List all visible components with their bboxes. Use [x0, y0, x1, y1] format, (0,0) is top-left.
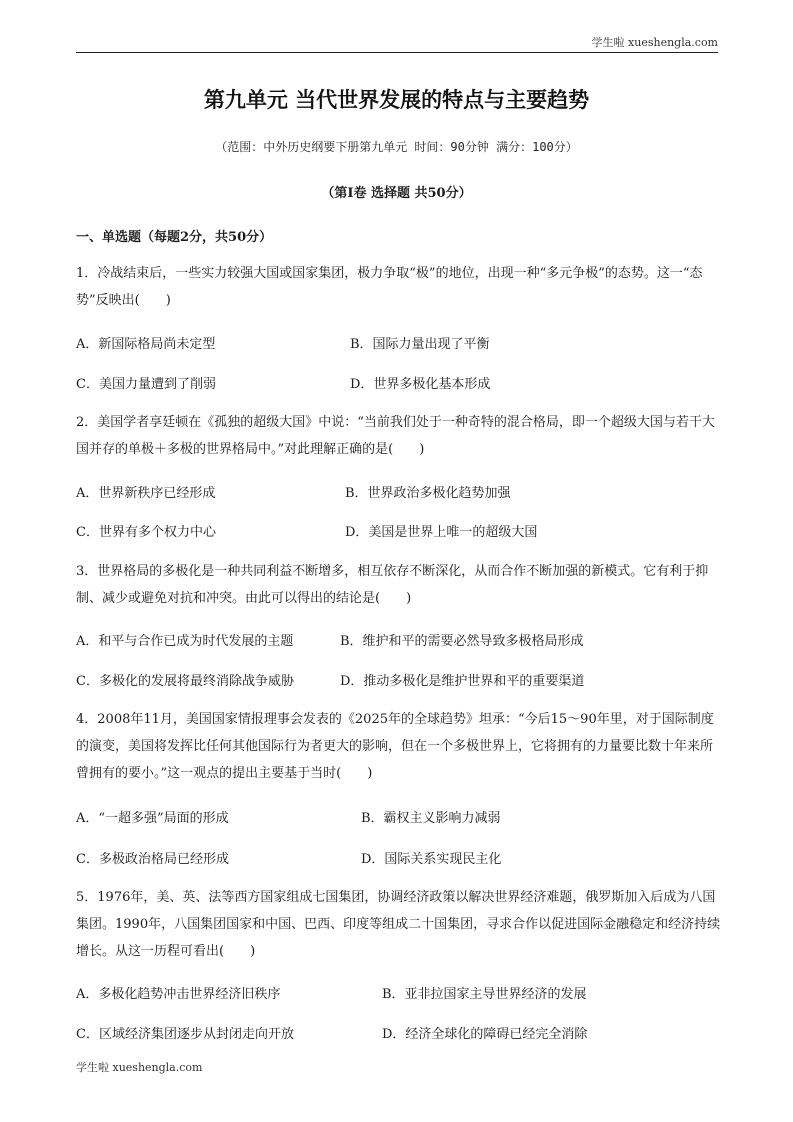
question-5-option-d: D．经济全球化的障碍已经完全消除 — [382, 1027, 588, 1042]
page-header — [76, 30, 718, 53]
question-4-option-d: D．国际关系实现民主化 — [361, 852, 502, 867]
question-3-option-d: D．推动多极化是维护世界和平的重要渠道 — [340, 674, 585, 689]
section-heading: 一、单选题（每题2分，共50分） — [76, 230, 273, 245]
question-1-option-b: B．国际力量出现了平衡 — [350, 337, 490, 352]
question-3-option-c: C．多极化的发展将最终消除战争威胁 — [76, 674, 294, 689]
volume-heading: （第Ⅰ卷 选择题 共50分） — [321, 186, 472, 201]
exam-scope-subtitle: （范围：中外历史纲要下册第九单元 时间：90分钟 满分：100分） — [215, 140, 578, 154]
question-2-text: 2．美国学者享廷顿在《孤独的超级大国》中说：“当前我们处于一种奇特的混合格局，即一个超级大国与若干大国并存的单极＋多极的世界格局中。”对此理解正确的是( ) — [76, 415, 715, 457]
question-5-option-b: B．亚非拉国家主导世界经济的发展 — [382, 987, 587, 1002]
question-4-option-a: A．“一超多强”局面的形成 — [76, 811, 229, 826]
question-2-option-a: A．世界新秩序已经形成 — [76, 486, 216, 501]
question-4-option-c: C．多极政治格局已经形成 — [76, 852, 229, 867]
question-5-text: 5．1976年，美、英、法等西方国家组成七国集团，协调经济政策以解决世界经济难题，俄罗斯加入后成为八国集团。1990年，八国集团国家和中国、巴西、印度等组成二十国集团，寻求合作以促进国际金融稳定和经济持续增长。从这一历程可看出( ) — [76, 890, 721, 959]
question-1-option-d: D．世界多极化基本形成 — [350, 377, 491, 392]
question-2-option-d: D．美国是世界上唯一的超级大国 — [345, 525, 538, 540]
question-1-option-a: A．新国际格局尚未定型 — [76, 337, 216, 352]
question-2-option-b: B．世界政治多极化趋势加强 — [345, 486, 511, 501]
question-3-option-b: B．维护和平的需要必然导致多极格局形成 — [340, 634, 584, 649]
question-5-option-c: C．区域经济集团逐步从封闭走向开放 — [76, 1027, 294, 1042]
page-title: 第九单元 当代世界发展的特点与主要趋势 — [203, 88, 590, 112]
question-5-option-a: A．多极化趋势冲击世界经济旧秩序 — [76, 987, 281, 1002]
footer-site-label: 学生啦 xueshengla.com — [76, 1061, 203, 1074]
header-site-label: 学生啦 xueshengla.com — [591, 36, 718, 49]
question-3-text: 3．世界格局的多极化是一种共同利益不断增多，相互依存不断深化，从而合作不断加强的新模式。它有利于抑制、减少或避免对抗和冲突。由此可以得出的结论是( ) — [76, 564, 709, 606]
question-2-option-c: C．世界有多个权力中心 — [76, 525, 216, 540]
question-4-option-b: B．霸权主义影响力减弱 — [361, 811, 501, 826]
question-3-option-a: A．和平与合作已成为时代发展的主题 — [76, 634, 294, 649]
question-4-text: 4．2008年11月，美国国家情报理事会发表的《2025年的全球趋势》坦承：“今后15～90年里，对于国际制度的演变，美国将发挥比任何其他国际行为者更大的影响，但在一个多极世界上，它将拥有的力量要比数十年来所曾拥有的要小。”这一观点的提出主要基于当时( ) — [76, 712, 714, 781]
question-1-text: 1．冷战结束后，一些实力较强大国或国家集团，极力争取“极”的地位，出现一种“多元争极”的态势。这一“态势”反映出( ) — [76, 266, 703, 308]
question-1-option-c: C．美国力量遭到了削弱 — [76, 377, 216, 392]
